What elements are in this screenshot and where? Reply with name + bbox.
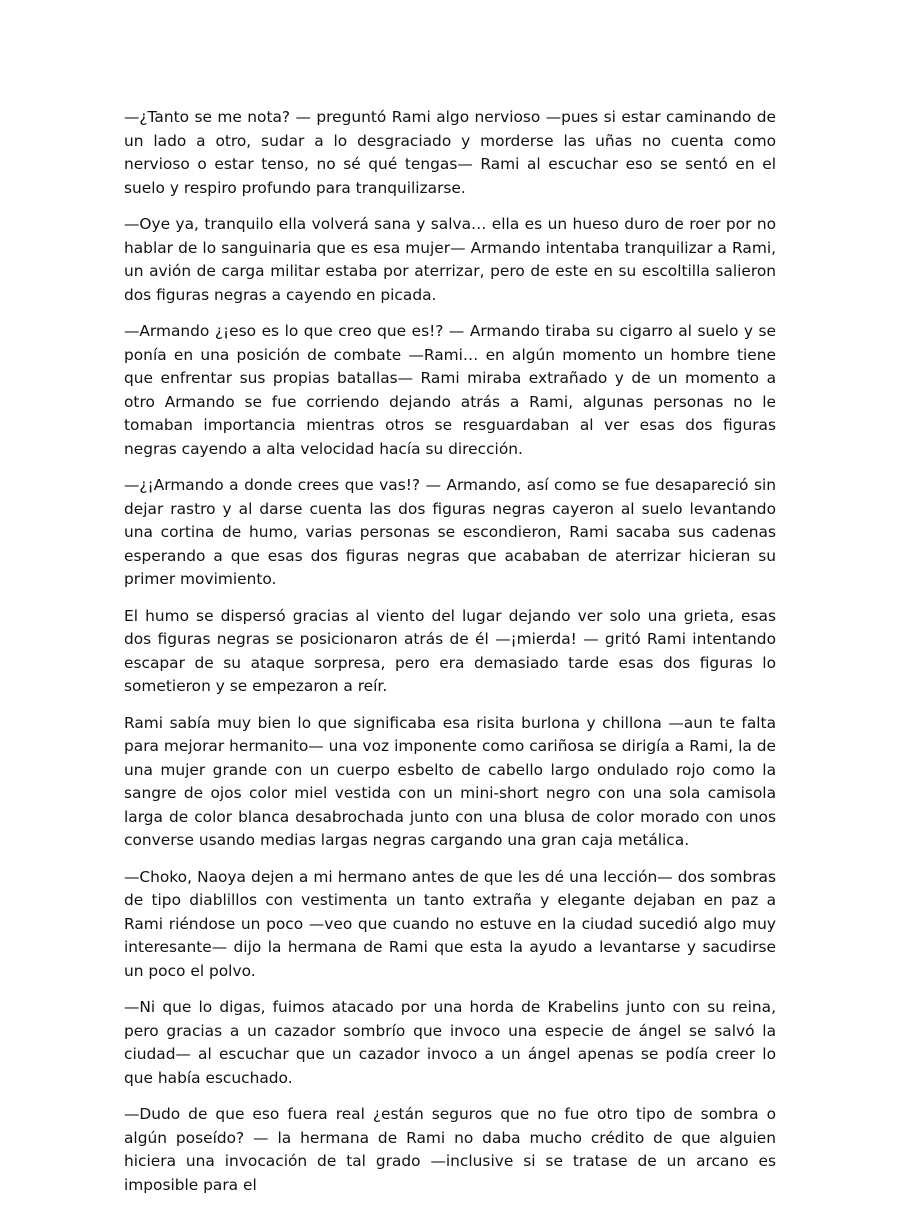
paragraph: —¿Tanto se me nota? — preguntó Rami algo nervioso —pues si estar caminando de un lado a otro, sudar a lo desgraciado y morderse las uñas no cuenta como nervioso o estar tenso, no sé qué tengas— Rami al escuchar eso se sentó en el suelo y respiro profundo para tranquilizarse.	[124, 108, 776, 197]
document-page	[124, 106, 776, 1210]
paragraph: —Choko, Naoya dejen a mi hermano antes de que les dé una lección— dos sombras de tipo diablillos con vestimenta un tanto extraña y elegante dejaban en paz a Rami riéndose un poco —veo que cuando no estuve en la ciudad sucedió algo muy interesante— dijo la hermana de Rami que esta la ayudo a levantarse y sacudirse un poco el polvo.	[124, 867, 776, 980]
paragraph: —Oye ya, tranquilo ella volverá sana y salva… ella es un hueso duro de roer por no hablar de lo sanguinaria que es esa mujer— Armando intentaba tranquilizar a Rami, un avión de carga militar estaba por aterrizar, pero de este en su escoltilla salieron dos figuras negras a cayendo en picada.	[124, 215, 776, 304]
paragraph: —Armando ¿¡eso es lo que creo que es!? — Armando tiraba su cigarro al suelo y se ponía en una posición de combate —Rami… en algún momento un hombre tiene que enfrentar sus propias batallas— Rami miraba extrañado y de un momento a otro Armando se fue corriendo dejando atrás a Rami, algunas personas no le tomaban importancia mientras otros se resguardaban al ver esas dos figuras negras cayendo a alta velocidad hacía su dirección.	[124, 322, 776, 458]
paragraph: Rami sabía muy bien lo que significaba esa risita burlona y chillona —aun te falta para mejorar hermanito— una voz imponente como cariñosa se dirigía a Rami, la de una mujer grande con un cuerpo esbelto de cabello largo ondulado rojo como la sangre de ojos color miel vestida con un mini-short negro con una sola camisola larga de color blanca desabrochada junto con una blusa de color morado con unos converse usando medias largas negras cargando una gran caja metálica.	[124, 713, 776, 849]
paragraph: —Dudo de que eso fuera real ¿están seguros que no fue otro tipo de sombra o algún poseído? — la hermana de Rami no daba mucho crédito de que alguien hiciera una invocación de tal grado —inclusive si se tratase de un arcano es imposible para el	[124, 1105, 776, 1194]
paragraph: —Ni que lo digas, fuimos atacado por una horda de Krabelins junto con su reina, pero gracias a un cazador sombrío que invoco una especie de ángel se salvó la ciudad— al escuchar que un cazador invoco a un ángel apenas se podía creer lo que había escuchado.	[124, 998, 776, 1087]
paragraph: El humo se dispersó gracias al viento del lugar dejando ver solo una grieta, esas dos figuras negras se posicionaron atrás de él —¡mierda! — gritó Rami intentando escapar de su ataque sorpresa, pero era demasiado tarde esas dos figuras lo sometieron y se empezaron a reír.	[124, 606, 776, 695]
paragraph: —¿¡Armando a donde crees que vas!? — Armando, así como se fue desapareció sin dejar rastro y al darse cuenta las dos figuras negras cayeron al suelo levantando una cortina de humo, varias personas se escondieron, Rami sacaba sus cadenas esperando a que esas dos figuras negras que acababan de aterrizar hicieran su primer movimiento.	[124, 476, 776, 588]
